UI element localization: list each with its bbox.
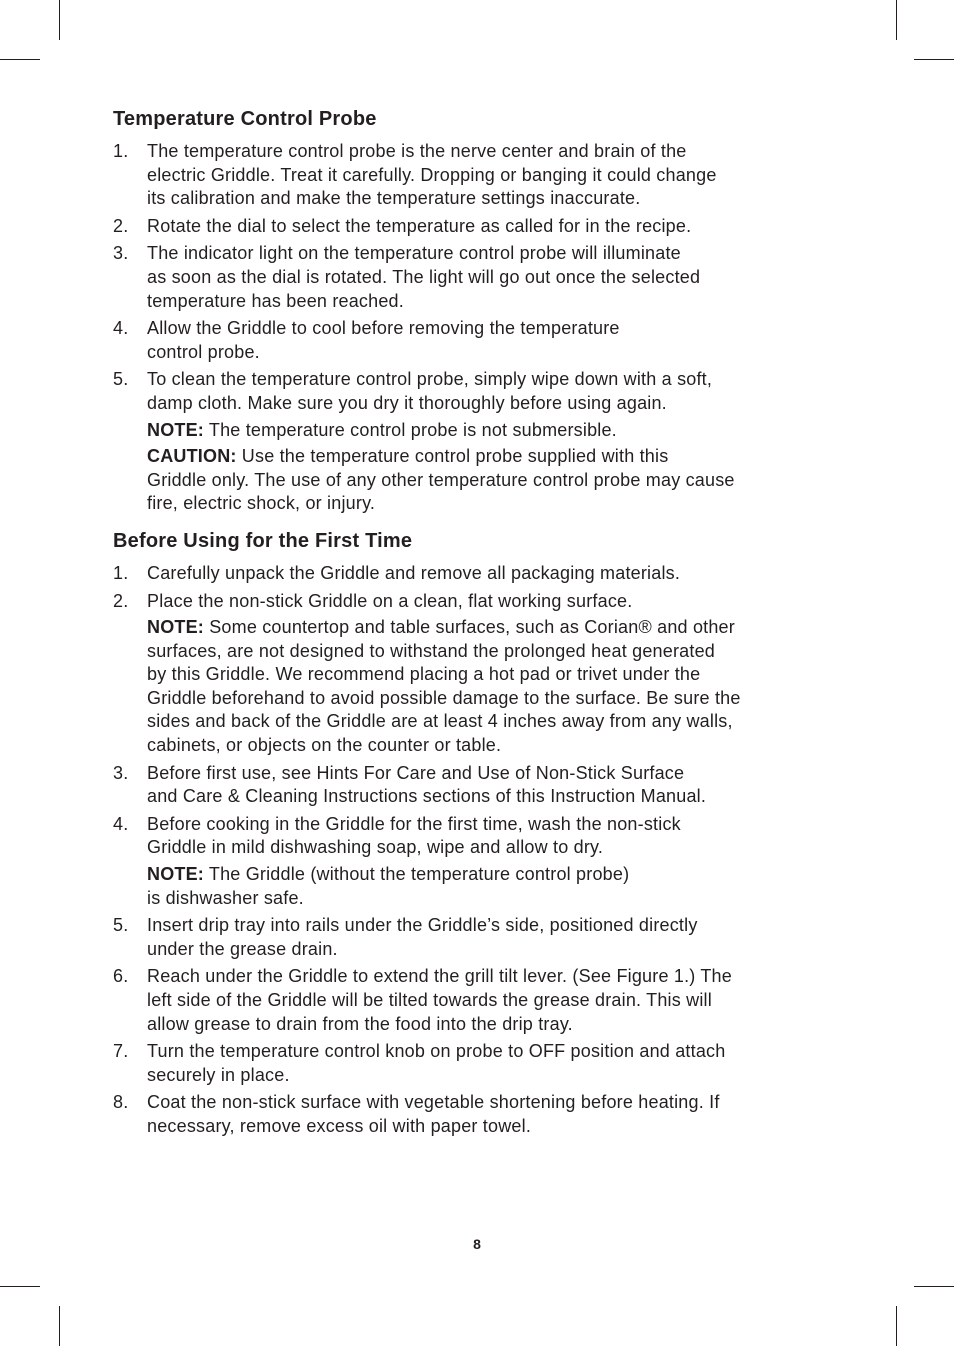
crop-mark	[914, 1286, 954, 1287]
list-item: 7. Turn the temperature control knob on probe to OFF position and attach securely in place.	[113, 1041, 726, 1085]
list-item: 2. Rotate the dial to select the temperature as called for in the recipe.	[113, 215, 692, 236]
caution-note: CAUTION: Use the temperature control probe supplied with this Griddle only. The use of any other temperature control probe may cause fire, electric shock, or injury.	[147, 446, 735, 514]
note-not-submersible: NOTE: The temperature control probe is not submersible.	[147, 419, 617, 440]
list-item: 8. Coat the non-stick surface with vegetable shortening before heating. If necessary, remove excess oil with paper towel.	[113, 1092, 720, 1136]
list-item: 1. The temperature control probe is the nerve center and brain of the electric Griddle. Treat it carefully. Dropping or banging it could change its calibration and make the temperature settings inaccurate.	[113, 141, 717, 209]
list-item: 3. Before first use, see Hints For Care and Use of Non-Stick Surface and Care & Cleaning Instructions sections of this Instruction Manual.	[113, 762, 707, 807]
crop-mark	[59, 1306, 60, 1346]
note-surface-warning: NOTE: Some countertop and table surfaces, such as Corian® and other surfaces, are not designed to withstand the prolonged heat generated by this Griddle. We recommend placing a hot pad or trivet under the Griddle beforehand to avoid possible damage to the surface. Be sure the sides and back of the Griddle are at least 4 inches away from any walls, cabinets, or objects on the counter or table.	[147, 617, 741, 756]
list-item: 1. Carefully unpack the Griddle and remove all packaging materials.	[113, 562, 681, 583]
section-title-before-first-use: Before Using for the First Time	[113, 529, 413, 552]
page-content	[113, 104, 843, 1143]
temperature-probe-list	[113, 140, 843, 516]
crop-mark	[914, 59, 954, 60]
note-dishwasher-safe: NOTE: The Griddle (without the temperature control probe) is dishwasher safe.	[147, 864, 630, 908]
list-item: 6. Reach under the Griddle to extend the grill tilt lever. (See Figure 1.) The left side of the Griddle will be tilted towards the grease drain. This will allow grease to drain from the food into the drip tray.	[113, 966, 732, 1034]
list-item: 5. To clean the temperature control probe, simply wipe down with a soft, damp cloth. Make sure you dry it thoroughly before using again. NOTE: The temperature control probe is not submersible. CAUTION: Use the temperature control probe supplied with this Griddle only. The use of any other temperature control probe may cause fire, electric shock, or injury.	[113, 368, 843, 516]
list-item: 5. Insert drip tray into rails under the Griddle’s side, positioned directly under the grease drain.	[113, 915, 698, 959]
crop-mark	[0, 1286, 40, 1287]
list-item: 3. The indicator light on the temperature control probe will illuminate as soon as the dial is rotated. The light will go out once the selected temperature has been reached.	[113, 243, 701, 311]
page-number: 8	[473, 1236, 481, 1252]
list-item: 4. Allow the Griddle to cool before removing the temperature control probe.	[113, 318, 620, 362]
first-use-list	[113, 562, 843, 1139]
section-title-temperature-control-probe: Temperature Control Probe	[113, 108, 377, 130]
list-item: 2. Place the non-stick Griddle on a clean, flat working surface. NOTE: Some countertop and table surfaces, such as Corian® and other surfaces, are not designed to withstand the prolonged heat generated by this Griddle. We recommend placing a hot pad or trivet under the Griddle beforehand to avoid possible damage to the surface. Be sure the sides and back of the Griddle are at least 4 inches away from any walls, cabinets, or objects on the counter or table.	[113, 590, 843, 758]
crop-mark	[896, 0, 897, 40]
crop-mark	[896, 1306, 897, 1346]
crop-mark	[0, 59, 40, 60]
crop-mark	[59, 0, 60, 40]
list-item: 4. Before cooking in the Griddle for the first time, wash the non-stick Griddle in mild dishwashing soap, wipe and allow to dry. NOTE: The Griddle (without the temperature control probe) is dishwasher safe.	[113, 813, 843, 910]
